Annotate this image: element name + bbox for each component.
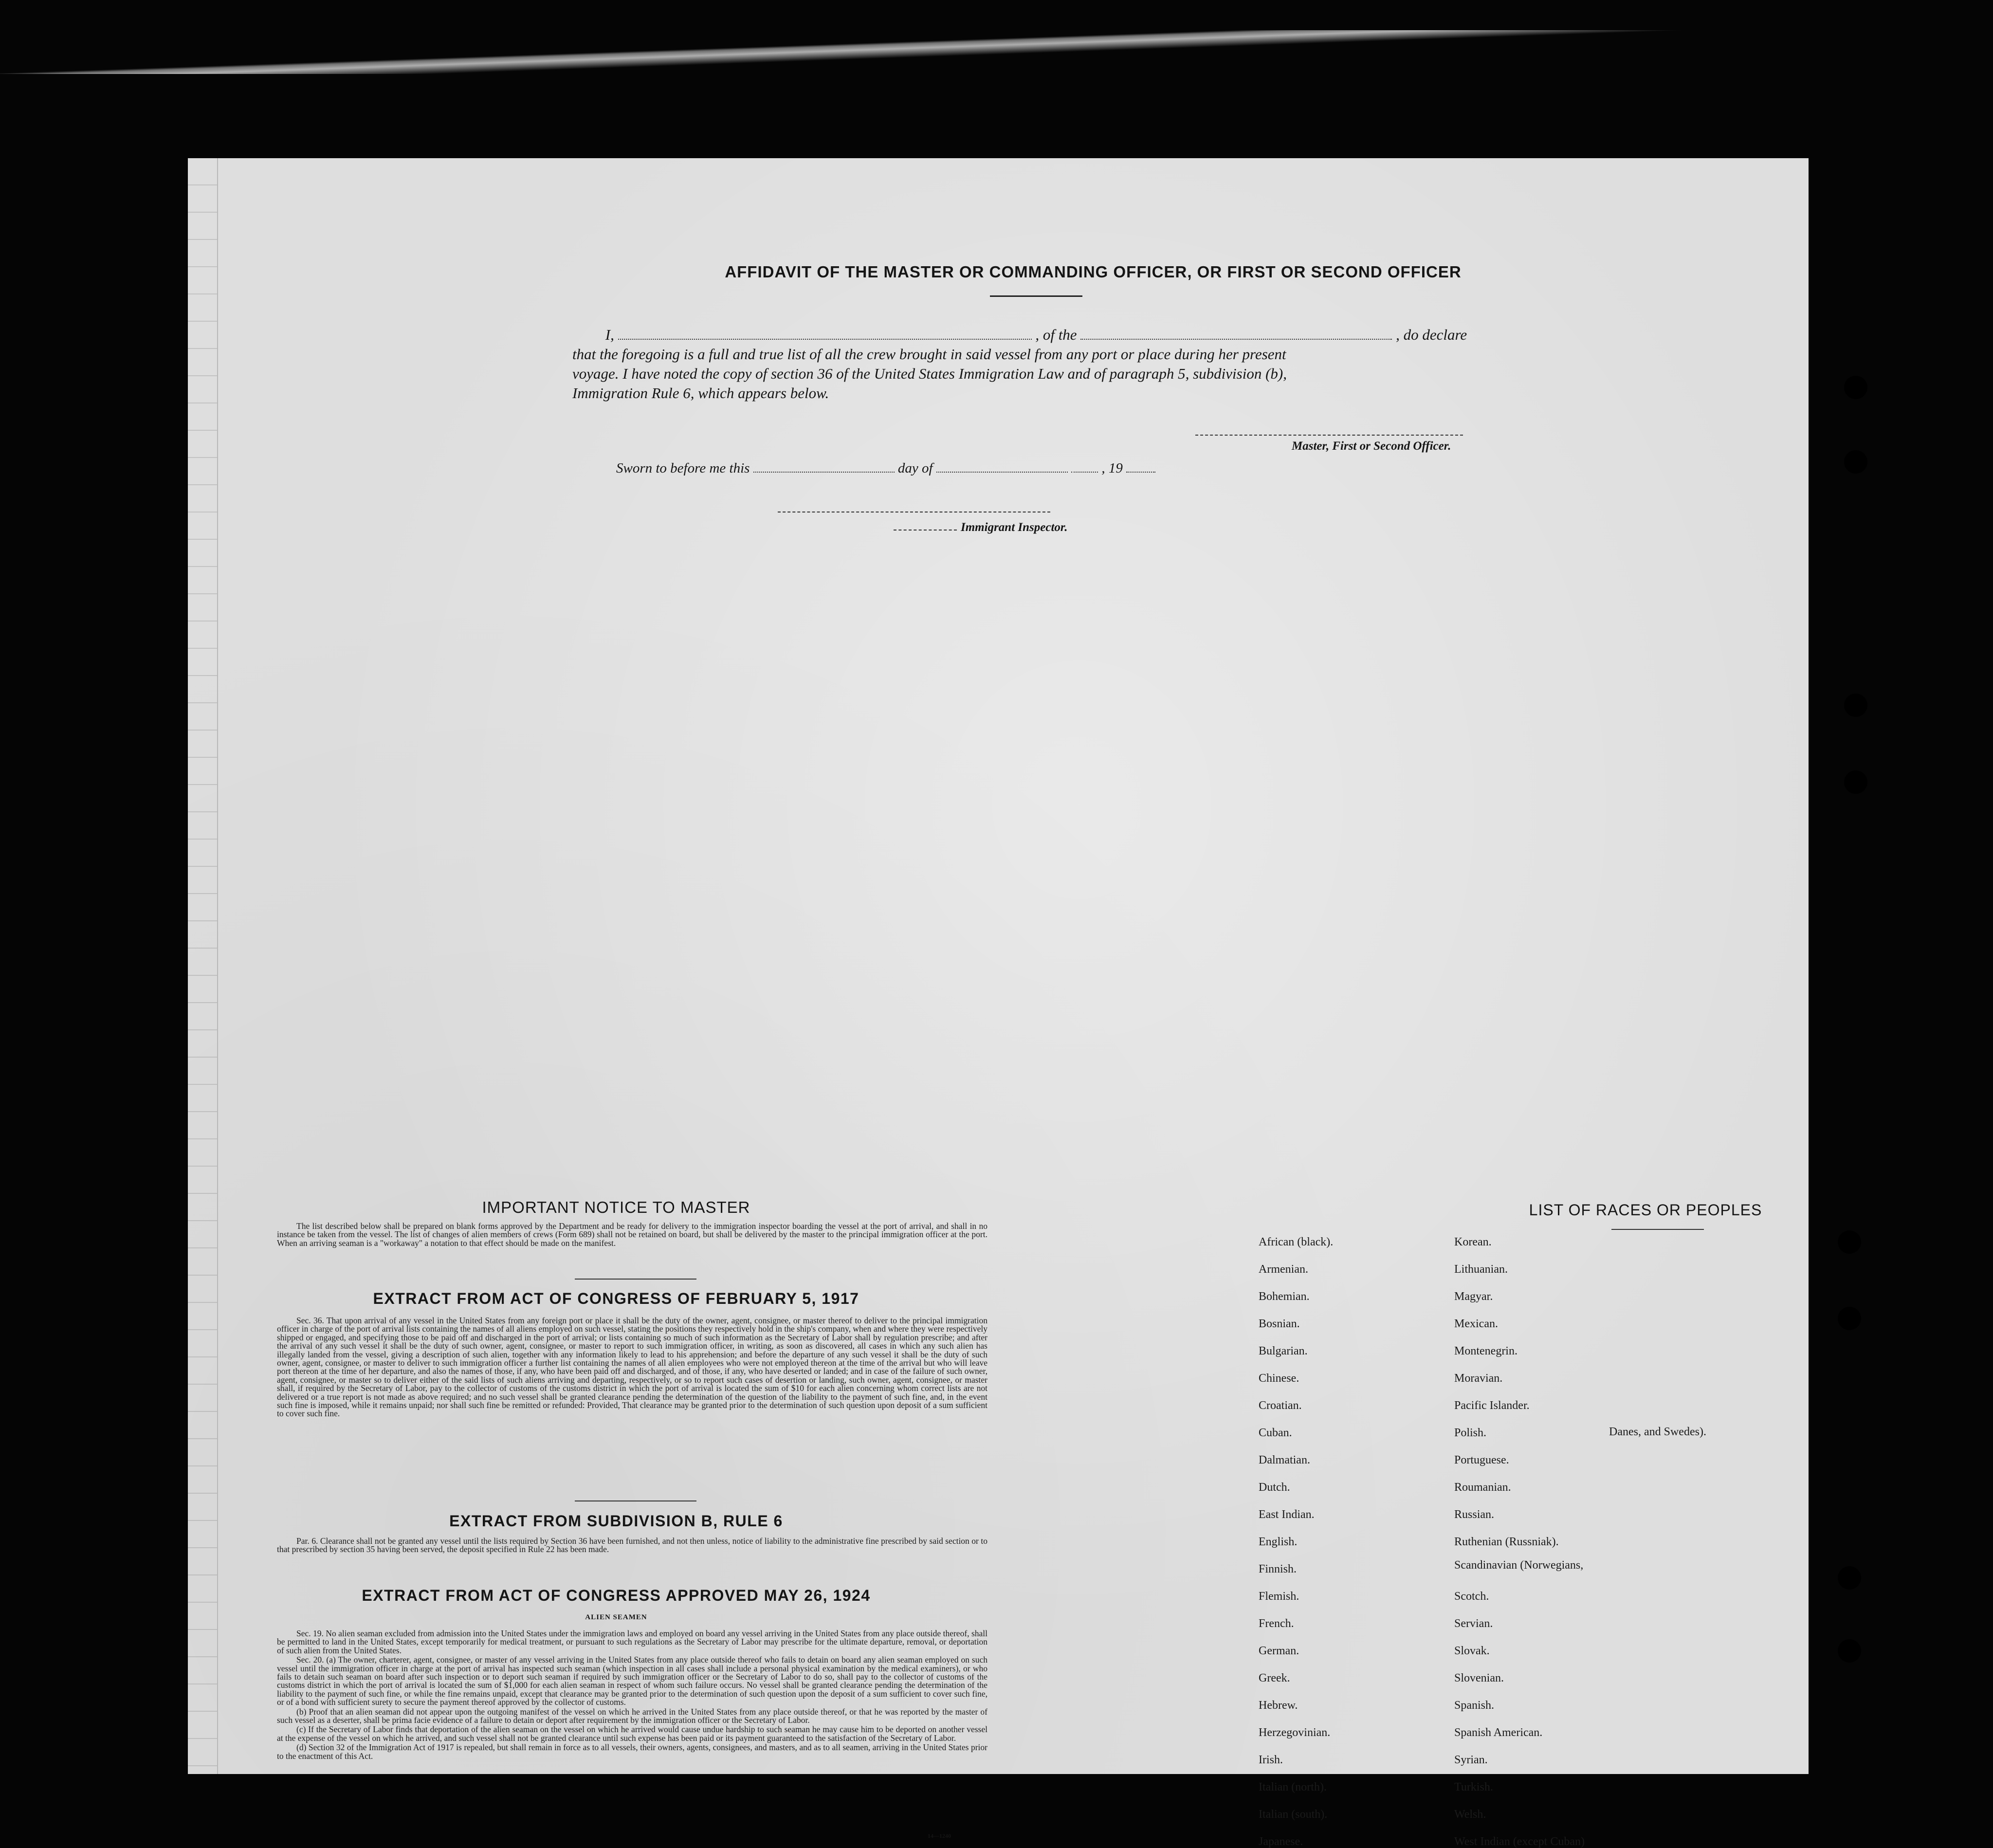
race-item: Flemish. bbox=[1259, 1590, 1299, 1603]
punch-hole bbox=[1844, 376, 1867, 399]
race-item: Irish. bbox=[1259, 1754, 1283, 1766]
affidavit-title: AFFIDAVIT OF THE MASTER OR COMMANDING OFFICER, OR FIRST OR SECOND OFFICER bbox=[725, 263, 1462, 281]
race-item: Greek. bbox=[1259, 1672, 1290, 1684]
punch-hole bbox=[1844, 770, 1867, 794]
punch-hole bbox=[1838, 1307, 1861, 1330]
race-item: French. bbox=[1259, 1617, 1294, 1630]
affidavit-line-2: that the foregoing is a full and true list of all the crew brought in said vessel from any port or place during her present bbox=[572, 346, 1286, 363]
race-item: Scotch. bbox=[1454, 1590, 1489, 1603]
race-item: Welsh. bbox=[1454, 1808, 1486, 1821]
sworn-day-of: day of bbox=[897, 460, 933, 476]
master-signature-label: Master, First or Second Officer. bbox=[1292, 439, 1451, 453]
master-signature-line bbox=[1195, 435, 1463, 436]
vessel-blank[interactable] bbox=[1080, 326, 1392, 340]
affidavit-declaration-line bbox=[572, 326, 1711, 344]
race-item: Russian. bbox=[1454, 1508, 1495, 1521]
race-item: Korean. bbox=[1454, 1236, 1492, 1248]
race-item: Finnish. bbox=[1259, 1563, 1297, 1575]
title-underline bbox=[990, 295, 1082, 297]
race-item: Slovenian. bbox=[1454, 1672, 1504, 1684]
race-item: East Indian. bbox=[1259, 1508, 1315, 1521]
affidavit-declare: , do declare bbox=[1396, 326, 1467, 343]
race-item: African (black). bbox=[1259, 1236, 1334, 1248]
affidavit-line-3: voyage. I have noted the copy of section 36 of the United States Immigration Law and of paragraph 5, subdivision (b), bbox=[572, 365, 1287, 382]
race-item: Montenegrin. bbox=[1454, 1345, 1518, 1357]
race-item: Herzegovinian. bbox=[1259, 1726, 1331, 1739]
race-item: Italian (north). bbox=[1259, 1781, 1327, 1793]
sworn-prefix: Sworn to before me this bbox=[616, 460, 750, 476]
extract-1917-title: EXTRACT FROM ACT OF CONGRESS OF FEBRUARY 5, 1917 bbox=[373, 1290, 859, 1307]
race-item: Hebrew. bbox=[1259, 1699, 1298, 1712]
form-number: 14—1240 bbox=[928, 1832, 951, 1839]
affidavit-i: I, bbox=[605, 326, 614, 343]
sec36-paragraph: Sec. 36. That upon arrival of any vessel in the United States from any foreign port or place it shall be the duty of the owner, agent, consignee, or master thereof to deliver to the principal immigration officer in charge of the port of arrival lists containing the names of all aliens employed on such vessel, stating the positions they respectively hold in the ship's company, when and where they were respectively shipped or engaged, and specifying those to be paid off and discharged in the port of arrival; or lists containing so much of such information as the Secretary of Labor shall by regulation prescribe; and after the arrival of any such vessel it shall be the duty of such owner, agent, consignee, or master to report to such immigration officer, in writing, as soon as discovered, all cases in which any such alien has illegally landed from the vessel, giving a description of such alien, together with any information likely to lead to his apprehension; and before the departure of any such vessel it shall be the duty of such owner, agent, consignee, or master to deliver to such immigration officer a further list containing the names of all alien employees who were not employed thereon at the time of the arrival but who will leave port thereon at the time of her departure, and also the names of those, if any, who have been paid off and discharged, and of those, if any, who have deserted or landed; and in case of the failure of such owner, agent, consignee, or master so to deliver either of the said lists of such aliens arriving and departing, respectively, or so to report such cases of desertion or landing, such owner, agent, consignee, or master shall, if required by the Secretary of Labor, pay to the collector of customs of the customs district in which the port of arrival is located the sum of $10 for each alien concerning whom correct lists are not delivered or a true report is not made as above required; and no such vessel shall be granted clearance pending the determination of the question of the liability to the payment of such fine, and, in the event such fine is imposed, while it remains unpaid; nor shall such fine be remitted or refunded: Provided, That clearance may be granted prior to the determination of such question upon deposit of a sum sufficient to cover such fine. bbox=[277, 1316, 987, 1419]
par6-paragraph: Par. 6. Clearance shall not be granted any vessel until the lists required by Section 36 have been furnished, and not then unless, notice of liability to the administrative fine prescribed by said section or to that prescribed by section 35 having been served, the deposit specified in Rule 22 has been made. bbox=[277, 1536, 987, 1555]
race-item: Roumanian. bbox=[1454, 1481, 1511, 1494]
race-item: Bohemian. bbox=[1259, 1290, 1310, 1303]
race-item: Dalmatian. bbox=[1259, 1454, 1310, 1466]
alien-seamen-subtitle: ALIEN SEAMEN bbox=[585, 1613, 647, 1621]
inspector-signature-label: Immigrant Inspector. bbox=[961, 521, 1068, 534]
extract-1924-title: EXTRACT FROM ACT OF CONGRESS APPROVED MAY 26, 1924 bbox=[362, 1587, 871, 1604]
race-item: Polish. bbox=[1454, 1427, 1487, 1439]
race-item: Ruthenian (Russniak). bbox=[1454, 1536, 1559, 1548]
affidavit-line-4: Immigration Rule 6, which appears below. bbox=[572, 384, 829, 402]
race-item: English. bbox=[1259, 1536, 1298, 1548]
sec20a-paragraph: Sec. 20. (a) The owner, charterer, agent, consignee, or master of any vessel arriving in the United States from any place outside thereof who fails to detain on board any alien seaman employed on such vessel until the immigration officer in charge at the port of arrival has inspected such seaman (which inspection in all cases shall include a personal physical examination by the medical examiners), or who fails to detain such seaman on board after such inspection or to deport such seaman if required by such immigration officer or the Secretary of Labor to do so, shall pay to the collector of customs of the customs district in which the port of arrival is located the sum of $1,000 for each alien seaman in respect of whom such failure occurs. No vessel shall be granted clearance pending the determination of the liability to the payment of such fine, or while the fine remains unpaid, except that clearance may be granted prior to the determination of such question upon the deposit of a sum sufficient to cover such fine, or of a bond with sufficient surety to secure the payment thereof approved by the collector of customs. bbox=[277, 1655, 987, 1707]
divider bbox=[575, 1279, 696, 1280]
race-item: Portuguese. bbox=[1454, 1454, 1509, 1466]
sec19-paragraph: Sec. 19. No alien seaman excluded from admission into the United States under the immigration laws and employed on board any vessel arriving in the United States from any place outside thereof, shall be permitted to land in the United States, except temporarily for medical treatment, or pursuant to such regulations as the Secretary of Labor may prescribe for the ultimate departure, removal, or deportation of such alien from the United States. bbox=[277, 1628, 987, 1655]
sworn-year-blank[interactable] bbox=[1126, 459, 1155, 473]
race-item: Chinese. bbox=[1259, 1372, 1299, 1385]
punch-hole bbox=[1838, 1639, 1861, 1663]
race-item: Bosnian. bbox=[1259, 1317, 1300, 1330]
race-item: Cuban. bbox=[1259, 1427, 1292, 1439]
race-item: Turkish. bbox=[1454, 1781, 1493, 1793]
race-item: Magyar. bbox=[1454, 1290, 1493, 1303]
punch-hole bbox=[1838, 1230, 1861, 1254]
punch-hole bbox=[1844, 450, 1867, 474]
extract-1924-body bbox=[277, 1629, 987, 1761]
sworn-year: , 19 bbox=[1101, 460, 1123, 476]
races-title-underline bbox=[1611, 1229, 1704, 1230]
sworn-day-blank[interactable] bbox=[753, 459, 895, 473]
race-item: Japanese. bbox=[1259, 1835, 1303, 1848]
race-item: Pacific Islander. bbox=[1454, 1399, 1530, 1412]
divider bbox=[575, 1500, 696, 1501]
sec20b-paragraph: (b) Proof that an alien seaman did not appear upon the outgoing manifest of the vessel on which he arrived in the United States from any place outside thereof, or that he was reported by the master of such vessel as a deserter, shall be prima facie evidence of a failure to detain or deport after requirement by the immigration officer or the Secretary of Labor. bbox=[277, 1706, 987, 1725]
notice-title: IMPORTANT NOTICE TO MASTER bbox=[482, 1198, 750, 1216]
race-item: Lithuanian. bbox=[1454, 1263, 1508, 1276]
name-blank[interactable] bbox=[618, 326, 1032, 340]
sworn-line bbox=[616, 459, 1755, 476]
punch-hole bbox=[1838, 1566, 1861, 1590]
race-item: Moravian. bbox=[1454, 1372, 1503, 1385]
race-item: West Indian (except Cuban) bbox=[1454, 1835, 1585, 1848]
race-item: Spanish. bbox=[1454, 1699, 1495, 1712]
inspector-short-line bbox=[894, 530, 957, 531]
page-binding-edge bbox=[188, 158, 218, 1774]
sec20c-paragraph: (c) If the Secretary of Labor finds that deportation of the alien seaman on the vessel on which he arrived would cause undue hardship to such seaman he may cause him to be deported on another vessel at the expense of the vessel on which he arrived, and such vessel shall not be granted clearance until such expense has been paid or its payment guaranteed to the satisfaction of the Secretary of Labor. bbox=[277, 1724, 987, 1743]
race-continuation: Danes, and Swedes). bbox=[1609, 1426, 1706, 1438]
race-item: Syrian. bbox=[1454, 1754, 1488, 1766]
race-item: Slovak. bbox=[1454, 1645, 1490, 1657]
race-item: Spanish American. bbox=[1454, 1726, 1543, 1739]
race-item: Italian (south). bbox=[1259, 1808, 1328, 1821]
extract-1917-body bbox=[277, 1317, 987, 1419]
sworn-month-blank-2[interactable] bbox=[1071, 459, 1098, 473]
sec20d-paragraph: (d) Section 32 of the Immigration Act of 1917 is repealed, but shall remain in force as to all vessels, their owners, agents, consignees, and masters, and as to all seamen, arriving in the United States prior to the enactment of this Act. bbox=[277, 1742, 987, 1761]
notice-body bbox=[277, 1222, 987, 1248]
race-item: Mexican. bbox=[1454, 1317, 1498, 1330]
race-item: Bulgarian. bbox=[1259, 1345, 1308, 1357]
race-item: Scandinavian (Norwegians, bbox=[1454, 1559, 1584, 1572]
race-item: Armenian. bbox=[1259, 1263, 1308, 1276]
race-item: Croatian. bbox=[1259, 1399, 1302, 1412]
sworn-month-blank[interactable] bbox=[936, 459, 1068, 473]
affidavit-of-the: , of the bbox=[1035, 326, 1077, 343]
races-title: LIST OF RACES OR PEOPLES bbox=[1529, 1201, 1762, 1219]
race-item: German. bbox=[1259, 1645, 1299, 1657]
notice-paragraph: The list described below shall be prepared on blank forms approved by the Department and be ready for delivery to the immigration inspector boarding the vessel at the port of arrival, and shall in no instance be taken from the vessel. The list of changes of alien members of crews (Form 689) shall not be retained on board, but shall be delivered by the master to the principal immigration officer at the port. When an arriving seaman is a "workaway" a notation to that effect should be made on the manifest. bbox=[277, 1221, 987, 1248]
scanner-streak bbox=[0, 30, 1993, 74]
extract-rule6-title: EXTRACT FROM SUBDIVISION B, RULE 6 bbox=[449, 1512, 783, 1530]
extract-rule6-body bbox=[277, 1537, 987, 1555]
punch-hole bbox=[1844, 694, 1867, 717]
document-page bbox=[188, 158, 1809, 1848]
race-item: Servian. bbox=[1454, 1617, 1493, 1630]
race-item: Dutch. bbox=[1259, 1481, 1290, 1494]
